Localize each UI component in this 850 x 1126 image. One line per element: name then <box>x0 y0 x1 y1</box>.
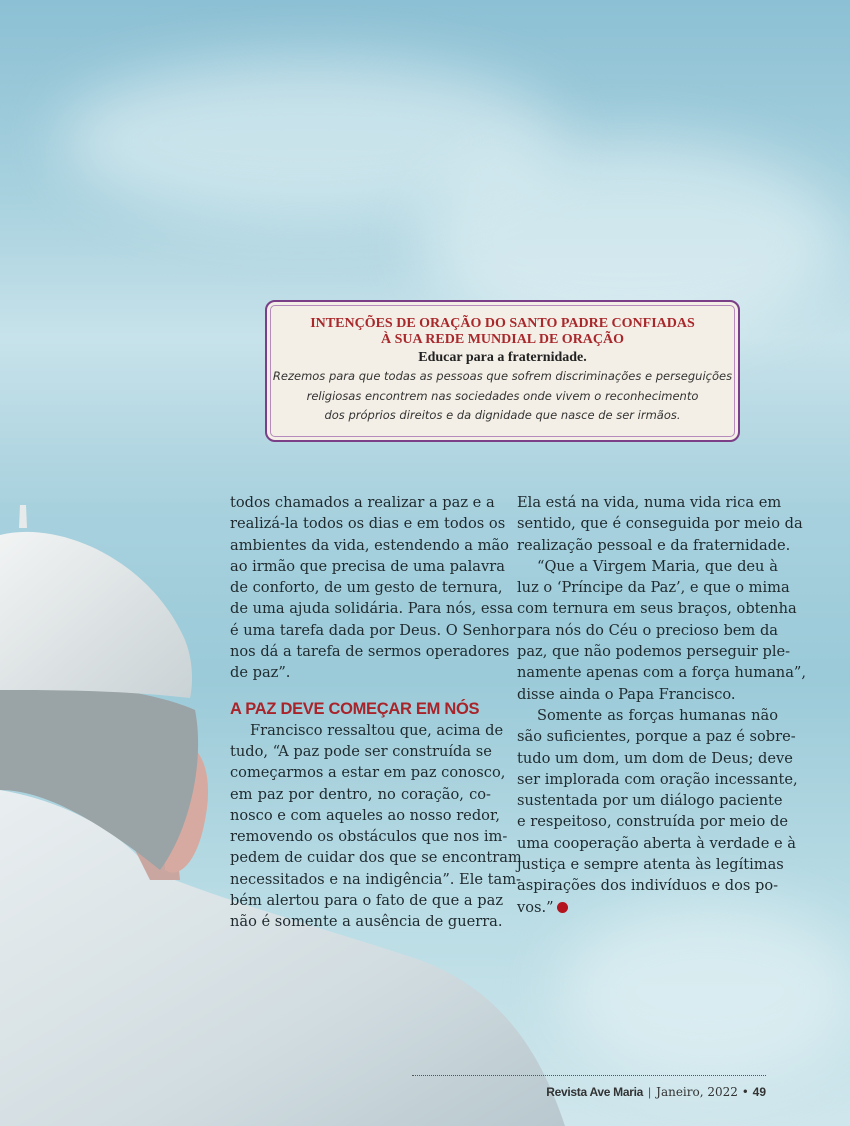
text-line <box>230 847 522 868</box>
text-line-content: Ela está na vida, numa vida rica em <box>517 494 782 511</box>
text-line-content: sentido, que é conseguida por meio da <box>517 515 803 533</box>
text-line-content: removendo os obstáculos que nos im- <box>230 828 508 846</box>
text-line <box>517 854 784 875</box>
text-line <box>230 741 491 762</box>
text-line <box>517 684 778 705</box>
text-line <box>517 492 782 513</box>
text-line-content: ao irmão que precisa de uma palavra <box>230 557 505 575</box>
text-line <box>517 556 778 577</box>
text-line-content: é uma tarefa dada por Deus. O Senhor <box>230 621 516 639</box>
text-line <box>230 826 508 847</box>
paragraph <box>517 492 803 556</box>
issue-date: Janeiro, 2022 <box>656 1085 738 1099</box>
text-line-content: luz o ‘Príncipe da Paz’, e que o mima <box>517 579 790 597</box>
magazine-name: Revista Ave Maria <box>546 1085 644 1099</box>
text-line-content: realização pessoal e da fraternidade. <box>517 536 791 554</box>
end-mark-icon <box>557 902 568 913</box>
text-line-content: sustentada por um diálogo paciente <box>517 792 783 810</box>
text-line-content: vos.” <box>517 898 554 916</box>
text-line-content: uma cooperação aberta à verdade e à <box>517 834 796 852</box>
text-line-content: de conforto, de um gesto de ternura, <box>230 579 503 597</box>
text-line-content: tudo um dom, um dom de Deus; deve <box>517 749 793 767</box>
text-line <box>230 577 503 598</box>
text-line-content: Somente as forças humanas não <box>537 706 778 724</box>
text-line <box>230 762 506 783</box>
text-line <box>230 513 506 534</box>
box-body-line: dos próprios direitos e da dignidade que nasce de ser irmãos. <box>324 408 681 422</box>
zucchetto <box>0 532 192 698</box>
text-line <box>517 662 807 683</box>
section-heading: A PAZ DEVE COMEÇAR EM NÓS <box>230 699 480 718</box>
text-line <box>230 662 491 683</box>
text-line-content: de paz”. <box>230 664 291 682</box>
footer-separator: | <box>648 1085 652 1099</box>
text-line <box>230 556 505 577</box>
text-line <box>517 620 778 641</box>
article-column-2 <box>517 492 807 918</box>
text-line <box>517 513 803 534</box>
text-line-content: aspirações dos indivíduos e dos po- <box>517 877 779 895</box>
text-line <box>517 790 783 811</box>
text-line-content: Francisco ressaltou que, acima de <box>250 721 504 739</box>
text-line <box>230 598 514 619</box>
text-line <box>230 720 504 741</box>
box-body-line: Rezemos para que todas as pessoas que sofrem discriminações e perseguições <box>272 369 733 383</box>
text-line-content: são suficientes, porque a paz é sobre- <box>517 728 796 746</box>
text-line <box>517 748 793 769</box>
footer-divider <box>412 1075 766 1076</box>
paragraph <box>517 705 798 918</box>
page-number: 49 <box>752 1085 766 1099</box>
text-line-content: necessitados e na indigência”. Ele tam- <box>230 870 521 888</box>
text-line <box>230 535 509 556</box>
box-title: INTENÇÕES DE ORAÇÃO DO SANTO PADRE CONFIADAS <box>310 316 695 331</box>
text-line <box>517 726 796 747</box>
text-line-content: não é somente a ausência de guerra. <box>230 913 503 931</box>
page-footer <box>546 1085 766 1099</box>
text-line-content: em paz por dentro, no coração, co- <box>230 785 491 803</box>
text-line-content: nosco e com aqueles ao nosso redor, <box>230 806 500 824</box>
text-line-content: justiça e sempre atenta às legítimas <box>517 856 784 874</box>
text-line-content: pedem de cuidar dos que se encontram <box>230 849 522 867</box>
text-line-content: e respeitoso, construída por meio de <box>517 813 788 831</box>
text-line-content: para nós do Céu o precioso bem da <box>517 621 778 639</box>
text-line <box>517 833 796 854</box>
paragraph <box>230 720 522 933</box>
text-line <box>517 535 791 556</box>
article-column-1 <box>230 492 522 933</box>
text-line-content: todos chamados a realizar a paz e a <box>230 494 495 511</box>
text-line-content: começarmos a estar em paz conosco, <box>230 764 506 782</box>
text-line <box>517 598 797 619</box>
text-line <box>517 769 798 790</box>
text-line <box>230 784 491 805</box>
text-line-content: disse ainda o Papa Francisco. <box>517 685 736 703</box>
text-line <box>517 875 778 896</box>
text-line <box>230 805 500 826</box>
text-line <box>230 492 495 513</box>
text-line <box>230 869 521 890</box>
box-title: À SUA REDE MUNDIAL DE ORAÇÃO <box>380 332 625 347</box>
text-line <box>517 811 788 832</box>
text-line <box>230 911 503 932</box>
text-line <box>517 641 791 662</box>
text-line-content: namente apenas com a força humana”, <box>517 664 807 682</box>
box-subtitle: Educar para a fraternidade. <box>418 350 587 365</box>
paragraph <box>230 492 516 684</box>
text-line <box>517 577 790 598</box>
prayer-intentions-box <box>265 300 740 442</box>
text-line-content: bém alertou para o fato de que a paz <box>230 892 504 910</box>
text-line <box>230 641 510 662</box>
text-line <box>517 897 778 918</box>
text-line-content: de uma ajuda solidária. Para nós, essa <box>230 600 514 618</box>
text-line-content: “Que a Virgem Maria, que deu à <box>537 557 778 575</box>
text-line-content: paz, que não podemos perseguir ple- <box>517 643 791 661</box>
box-body-line: religiosas encontrem nas sociedades onde vivem o reconhecimento <box>306 388 699 403</box>
text-line-content: realizá-la todos os dias e em todos os <box>230 515 506 533</box>
text-line <box>230 890 504 911</box>
text-line-content: ser implorada com oração incessante, <box>517 770 798 788</box>
text-line-content: tudo, “A paz pode ser construída se <box>230 742 492 760</box>
text-line <box>517 705 778 726</box>
paragraph <box>517 556 807 705</box>
text-line-content: com ternura em seus braços, obtenha <box>517 600 797 618</box>
text-line-content: nos dá a tarefa de sermos operadores <box>230 643 510 661</box>
footer-bullet: • <box>741 1085 749 1099</box>
text-line <box>230 620 516 641</box>
text-line-content: ambientes da vida, estendendo a mão <box>230 536 509 554</box>
